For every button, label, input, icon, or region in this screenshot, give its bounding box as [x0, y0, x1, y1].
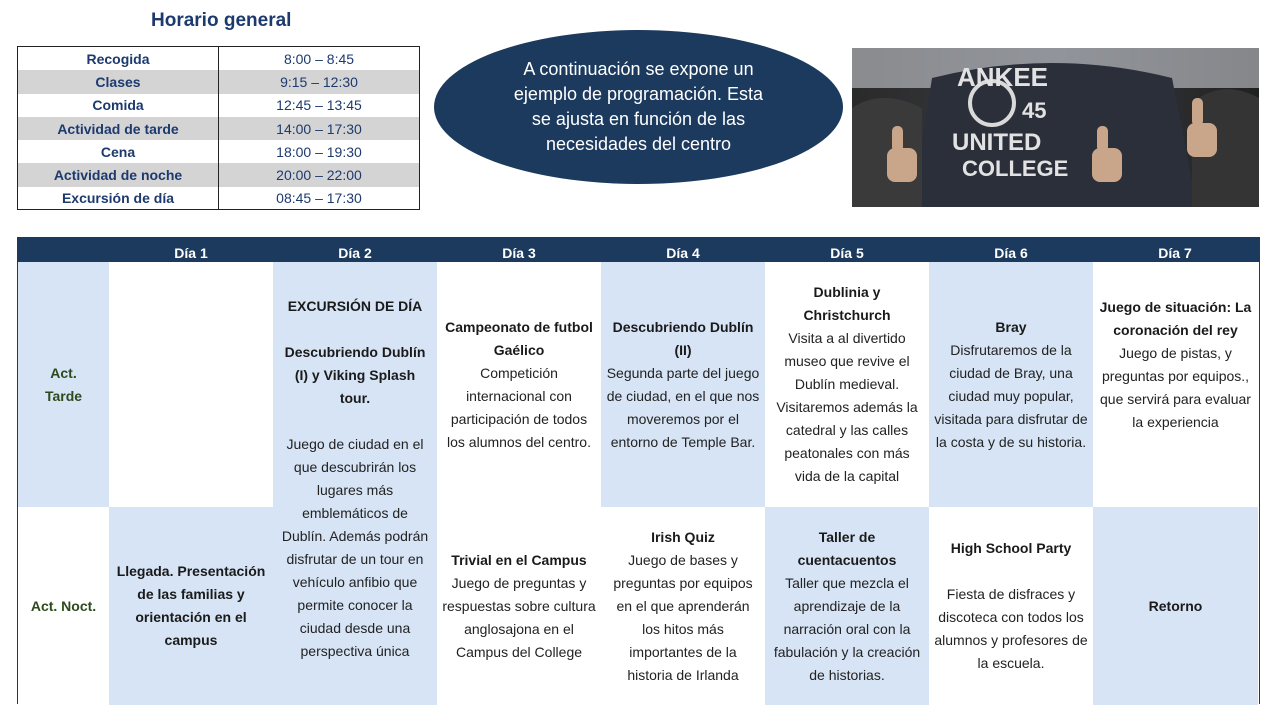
horario-label: Excursión de día: [18, 187, 219, 210]
day-header: Día 5: [830, 245, 864, 261]
cell-tarde-d3: [437, 262, 601, 507]
row-label-tarde: [18, 262, 109, 507]
intro-text: A continuación se expone un ejemplo de programación. Esta se ajusta en función de las necesidades del centro: [513, 59, 764, 154]
students-photo: [852, 48, 1259, 207]
svg-text:COLLEGE: COLLEGE: [962, 156, 1069, 181]
activity-title: Descubriendo Dublín (II): [612, 318, 754, 358]
cell-noche-d3: [437, 507, 601, 705]
programa-table: [17, 237, 1260, 704]
cell-noche-d7: [1093, 507, 1258, 705]
day-header: Día 6: [994, 245, 1028, 261]
horario-row: [18, 140, 419, 163]
svg-text:UNITED: UNITED: [952, 129, 1042, 156]
activity-title: Bray: [995, 318, 1027, 335]
activity-body: Visita a al divertido museo que revive el Dublín medieval. Visitaremos además la catedral y las calles peatonales con más vida de la capital: [776, 330, 918, 484]
cell-tarde-d7: [1093, 262, 1258, 507]
horario-title: Horario general: [151, 10, 292, 31]
day-header: Día 4: [666, 245, 700, 261]
activity-title: Campeonato de futbol Gaélico: [445, 318, 593, 358]
sweatshirt-text: ANKEE: [957, 62, 1049, 92]
cell-tarde-d6: [929, 262, 1093, 507]
day-header: Día 3: [502, 245, 536, 261]
cell-noche-d6: [929, 507, 1093, 705]
horario-label: Actividad de tarde: [18, 117, 219, 140]
horario-row: [18, 47, 419, 70]
horario-row: [18, 117, 419, 140]
activity-title: Llegada. Presentación de las familias y orientación en el campus: [116, 563, 266, 648]
day-header: Día 7: [1158, 245, 1192, 261]
horario-row: [18, 187, 419, 210]
cell-tarde-d4: [601, 262, 765, 507]
activity-body: Taller que mezcla el aprendizaje de la narración oral con la fabulación y la creación de historias.: [773, 574, 921, 683]
horario-time: 08:45 – 17:30: [276, 190, 362, 207]
activity-body: Juego de pistas, y preguntas por equipos., que servirá para evaluar la experiencia: [1100, 345, 1251, 430]
horario-label: Clases: [18, 70, 219, 93]
horario-label: Actividad de noche: [18, 163, 219, 186]
svg-text:45: 45: [1022, 98, 1047, 123]
activity-body: Juego de ciudad en el que descubrirán los lugares más emblemáticos de Dublín. Además podrán disfrutar de un tour en vehículo anfibio que permite conocer la ciudad desde una perspectiva única: [281, 436, 429, 659]
horario-time: 18:00 – 19:30: [276, 143, 362, 160]
cell-noche-d5: [765, 507, 929, 705]
horario-row: [18, 70, 419, 93]
cell-d2-excursion: [273, 262, 437, 705]
students-photo-graphic: [852, 48, 1259, 207]
cell-tarde-d1: [109, 262, 273, 507]
activity-body: Fiesta de disfraces y discoteca con todos los alumnos y profesores de la escuela.: [934, 586, 1088, 671]
activity-title: Descubriendo Dublín (I) y Viking Splash tour.: [284, 344, 426, 406]
horario-time: 9:15 – 12:30: [280, 73, 358, 90]
horario-label: Recogida: [18, 47, 219, 70]
activity-body: Competición internacional con participación de todos los alumnos del centro.: [447, 364, 591, 450]
activity-title: Taller de cuentacuentos: [797, 528, 897, 568]
activity-body: Juego de bases y preguntas por equipos en el que aprenderán los hitos más importantes de la historia de Irlanda: [613, 551, 753, 683]
row-label-noche: [18, 507, 109, 705]
activity-heading: EXCURSIÓN DE DÍA: [287, 298, 423, 314]
activity-body: Disfrutaremos de la ciudad de Bray, una ciudad muy popular, visitada para disfrutar de la costa y de su historia.: [934, 341, 1088, 450]
activity-title: Trivial en el Campus: [451, 551, 587, 568]
horario-time: 20:00 – 22:00: [276, 167, 362, 184]
horario-time: 12:45 – 13:45: [276, 97, 362, 114]
horario-label: Cena: [18, 140, 219, 163]
horario-row: [18, 163, 419, 186]
cell-tarde-d5: [765, 262, 929, 507]
horario-table: [17, 46, 420, 210]
cell-noche-d1: [109, 507, 273, 705]
horario-time: 14:00 – 17:30: [276, 120, 362, 137]
horario-time: 8:00 – 8:45: [283, 50, 355, 67]
day-header: Día 2: [338, 245, 372, 261]
activity-body: Segunda parte del juego de ciudad, en el que nos moveremos por el entorno de Temple Bar.: [606, 364, 760, 450]
row-label-line: Tarde: [44, 387, 83, 404]
intro-oval: [434, 30, 843, 184]
activity-body: Juego de preguntas y respuestas sobre cultura anglosajona en el Campus del College: [442, 574, 596, 660]
activity-title: Dublinia y Christchurch: [803, 284, 891, 323]
day-header: Día 1: [174, 245, 208, 261]
activity-title: Irish Quiz: [651, 528, 715, 545]
horario-label: Comida: [18, 94, 219, 117]
activity-title: Juego de situación: La coronación del rey: [1099, 299, 1252, 338]
activity-title: High School Party: [950, 540, 1072, 556]
cell-noche-d4: [601, 507, 765, 705]
activity-title: Retorno: [1148, 597, 1203, 614]
row-label-line: Act.: [50, 364, 77, 381]
horario-row: [18, 94, 419, 117]
row-label-line: Act. Noct.: [30, 597, 97, 614]
